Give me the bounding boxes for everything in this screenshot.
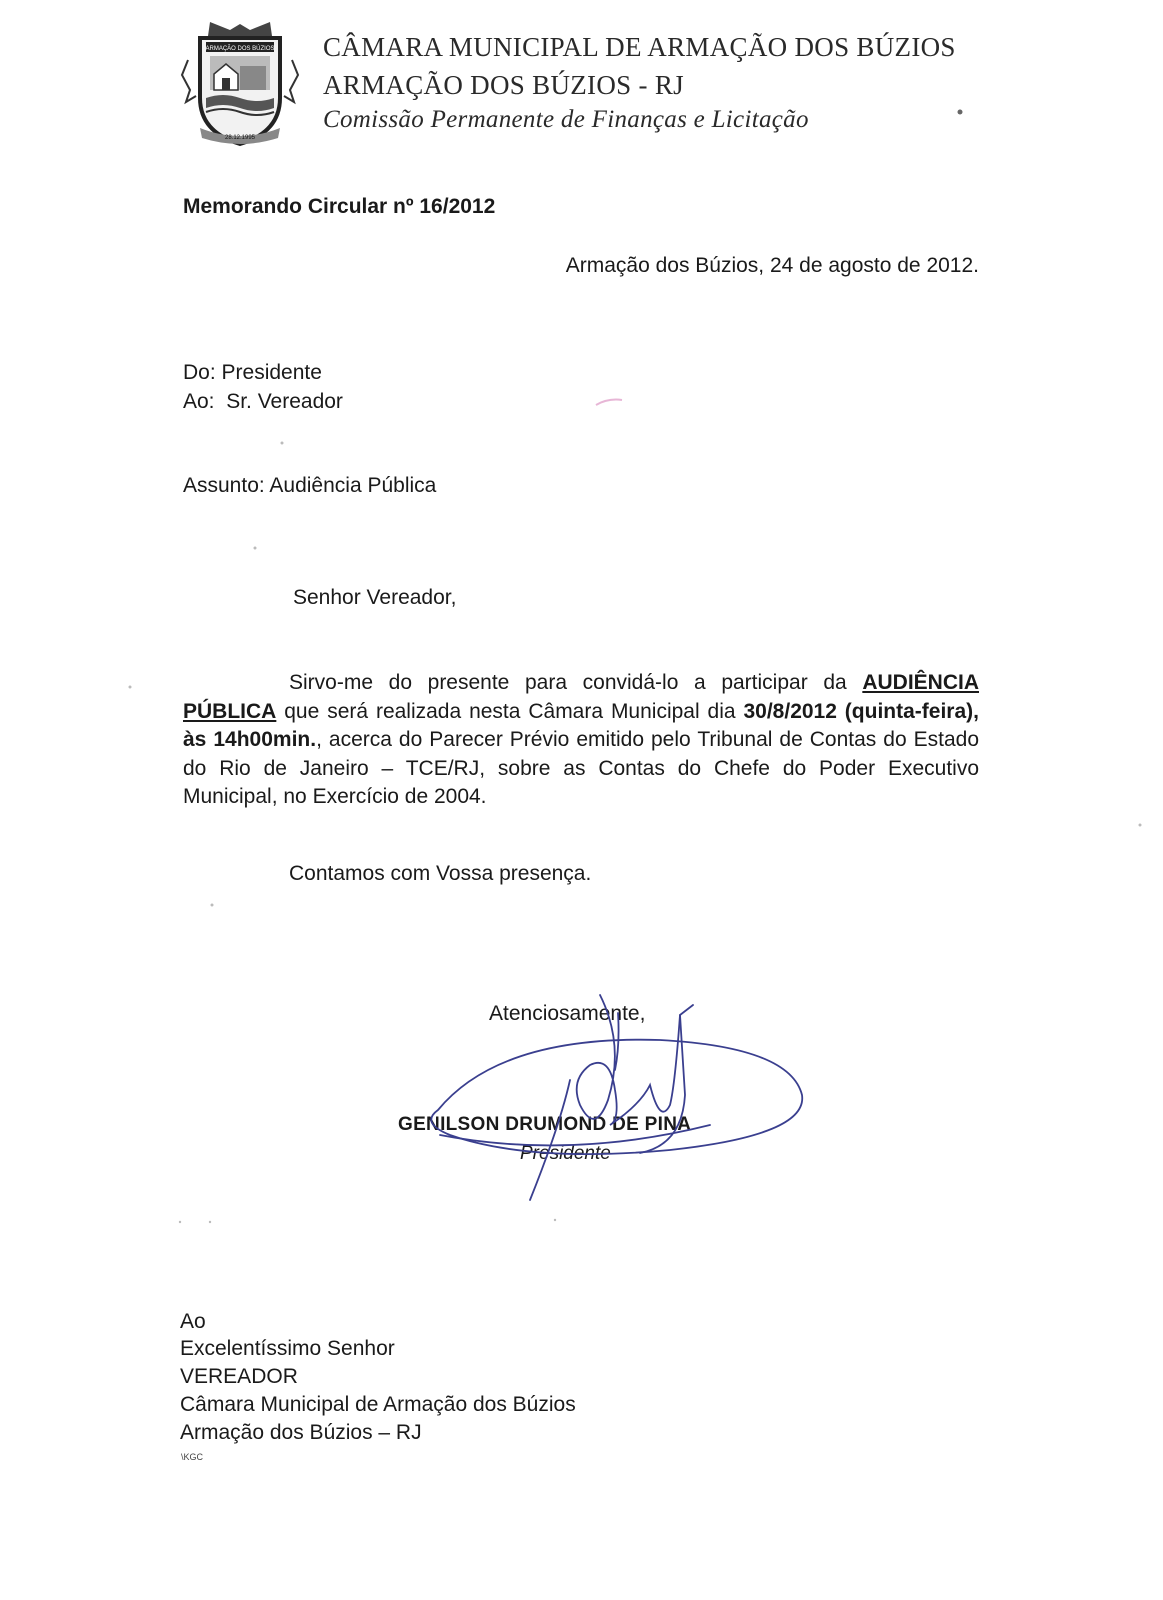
- header-institution: CÂMARA MUNICIPAL DE ARMAÇÃO DOS BÚZIOS: [323, 32, 956, 62]
- municipal-crest-icon: [180, 20, 300, 148]
- body-when: 30/8/2012 (quinta-feira), às 14h00min.: [183, 699, 979, 751]
- address-line-4: Câmara Municipal de Armação dos Búzios: [180, 1393, 576, 1416]
- subject-line: Assunto: Audiência Pública: [183, 474, 437, 497]
- body-paragraph: [183, 669, 979, 812]
- handwritten-signature: [410, 985, 820, 1215]
- crest-date: 28.12.1995: [224, 135, 256, 141]
- closing-line: Contamos com Vossa presença.: [289, 862, 592, 885]
- from-line: Do: Presidente: [183, 361, 322, 384]
- greeting: Senhor Vereador,: [293, 586, 457, 609]
- to-line: Ao: Sr. Vereador: [183, 390, 343, 413]
- header-commission: Comissão Permanente de Finanças e Licitação: [323, 106, 809, 133]
- memo-date: Armação dos Búzios, 24 de agosto de 2012.: [565, 254, 979, 277]
- header-city: ARMAÇÃO DOS BÚZIOS - RJ: [323, 70, 684, 100]
- signatory-name: GENILSON DRUMOND DE PINA: [398, 1114, 692, 1135]
- memo-number: Memorando Circular nº 16/2012: [183, 195, 496, 218]
- typist-initials: \KGC: [181, 1452, 204, 1462]
- address-line-2: Excelentíssimo Senhor: [180, 1337, 395, 1360]
- sign-off: Atenciosamente,: [489, 1002, 646, 1025]
- address-line-3: VEREADOR: [180, 1365, 298, 1388]
- address-line-1: Ao: [180, 1310, 206, 1333]
- body-event: AUDIÊNCIA PÚBLICA: [183, 671, 979, 723]
- body-part3: , acerca do Parecer Prévio emitido pelo Tribunal de Contas do Estado do Rio de Janeiro – TCE/RJ, sobre as Contas do Chefe do Poder Executivo Municipal, no Exercício de 2004.: [183, 728, 980, 808]
- signatory-title: Presidente: [520, 1143, 611, 1164]
- body-part2: que será realizada nesta Câmara Municipal dia: [284, 699, 736, 723]
- crest-banner: ARMAÇÃO DOS BÚZIOS: [205, 46, 275, 52]
- body-intro: Sirvo-me do presente para convidá-lo a participar da: [289, 671, 847, 694]
- address-line-5: Armação dos Búzios – RJ: [180, 1421, 422, 1444]
